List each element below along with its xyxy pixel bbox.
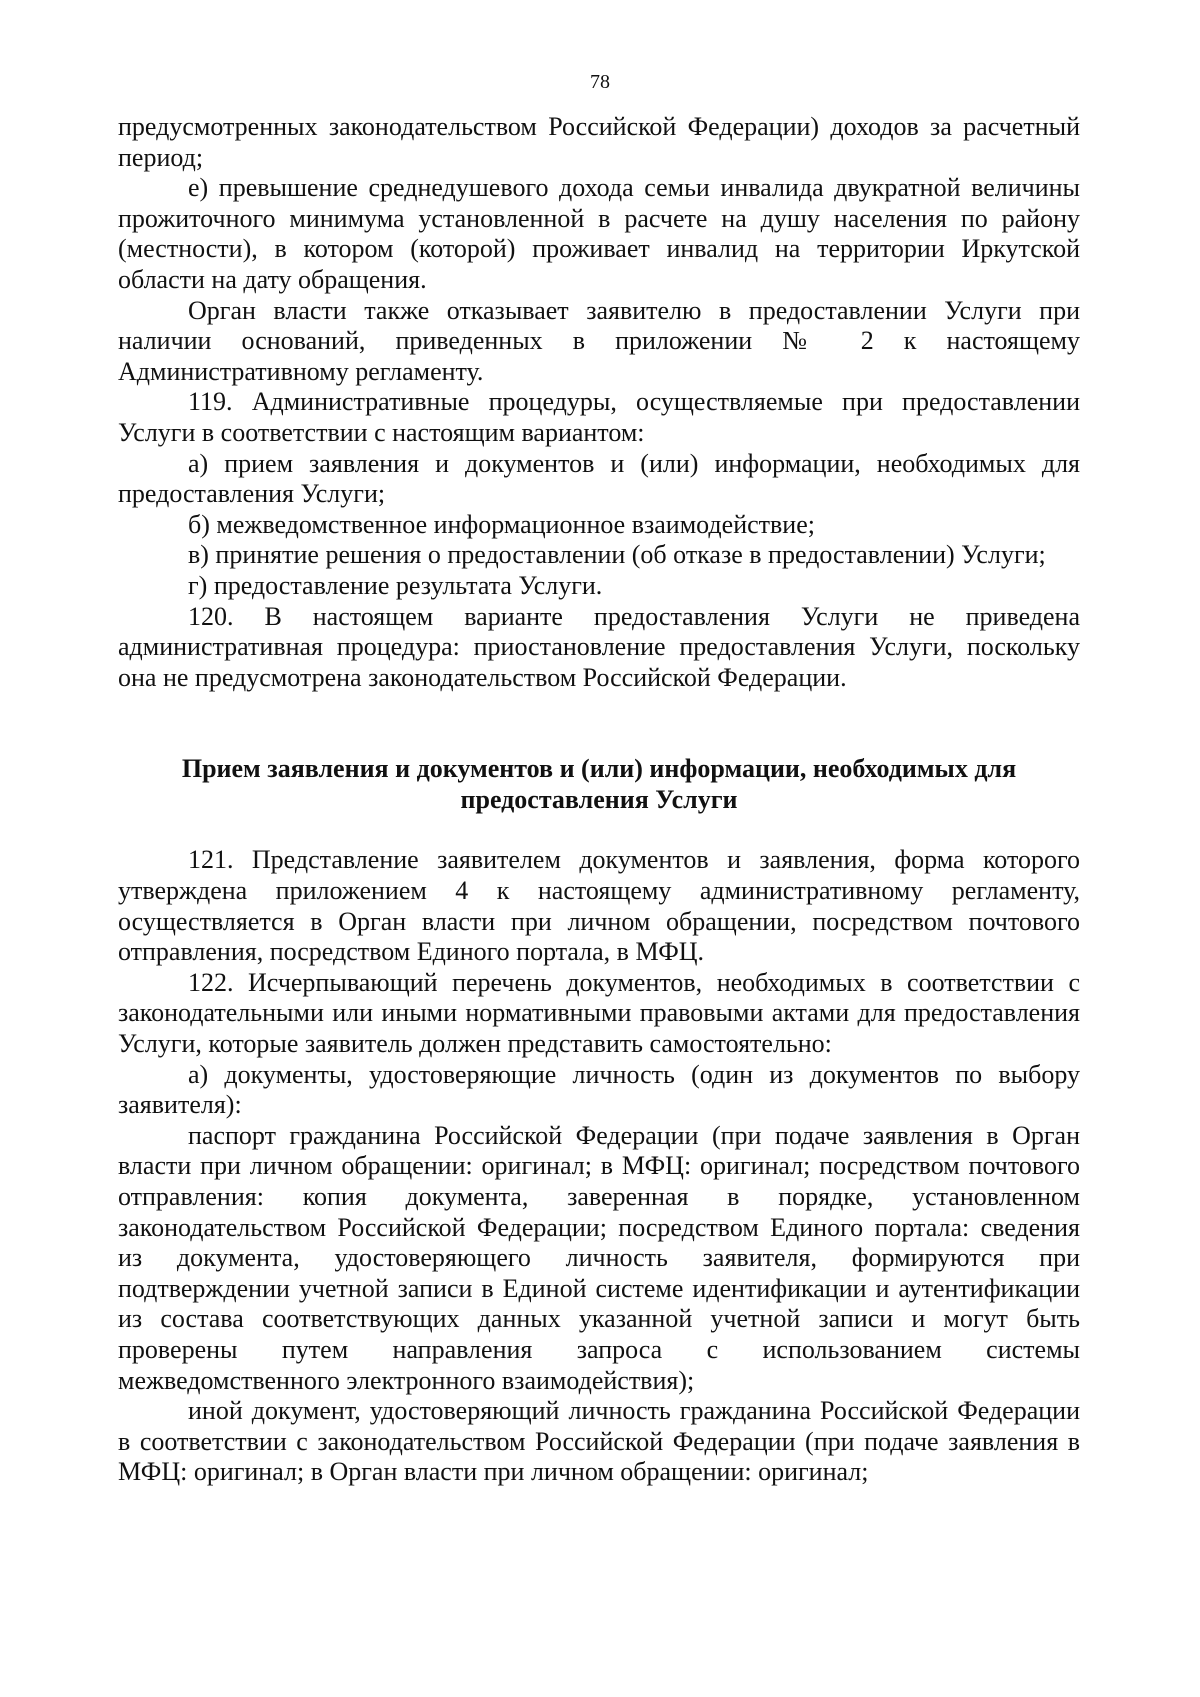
paragraphs-before [118,112,1080,693]
paragraph: 120. В настоящем варианте предоставления Услуги не приведена административная процедура: приостановление предоставления Услуги, поскольку она не предусмотрена законодательством Российской Федерации. [118,601,1080,692]
paragraph: предусмотренных законодательством Российской Федерации) доходов за расчетный период; [118,112,1080,172]
paragraphs-after [118,845,1080,1487]
section-heading [118,754,1080,815]
paragraph: 119. Административные процедуры, осуществляемые при предоставлении Услуги в соответствии с настоящим вариантом: [118,387,1080,447]
paragraph: г) предоставление результата Услуги. [188,570,603,600]
paragraph: е) превышение среднедушевого дохода семьи инвалида двукратной величины прожиточного минимума установленной в расчете на душу населения по району (местности), в котором (которой) проживает инвалид на территории Иркутской области на дату обращения. [118,173,1080,294]
paragraph: иной документ, удостоверяющий личность гражданина Российской Федерации в соответствии с законодательством Российской Федерации (при подаче заявления в МФЦ: оригинал; в Орган власти при личном обращении: оригинал; [118,1396,1080,1487]
paragraph: в) принятие решения о предоставлении (об отказе в предоставлении) Услуги; [188,540,1046,570]
paragraph: а) документы, удостоверяющие личность (один из документов по выбору заявителя): [118,1059,1080,1120]
document-body [118,112,1080,1488]
section-heading-line-1: Прием заявления и документов и (или) информации, необходимых для [181,754,1017,784]
paragraph: б) межведомственное информационное взаимодействие; [188,509,815,539]
paragraph: 122. Исчерпывающий перечень документов, необходимых в соответствии с законодательными или иными нормативными правовыми актами для предоставления Услуги, которые заявитель должен представить самостоятельно: [118,967,1080,1059]
paragraph: а) прием заявления и документов и (или) информации, необходимых для предоставления Услуги; [118,448,1080,509]
paragraph: паспорт гражданина Российской Федерации (при подаче заявления в Орган власти при личном обращении: оригинал; в МФЦ: оригинал; посредством почтового отправления: копия документа, заверенная в порядке, установленном законодательством Российской Федерации; посредством Единого портала: сведения из документа, удостоверяющего личность заявителя, формируются при подтверждении учетной записи в Единой системе идентификации и аутентификации из состава соответствующих данных указанной учетной записи и могут быть проверены путем направления запроса с использованием системы межведомственного электронного взаимодействия); [118,1120,1080,1395]
page-number: 78 [590,71,610,93]
section-heading-line-2: предоставления Услуги [460,784,738,814]
paragraph: 121. Представление заявителем документов и заявления, форма которого утверждена приложением 4 к настоящему административному регламенту, осуществляется в Орган власти при личном обращении, посредством почтового отправления, посредством Единого портала, в МФЦ. [118,845,1080,967]
paragraph: Орган власти также отказывает заявителю в предоставлении Услуги при наличии оснований, приведенных в приложении № 2 к настоящему Административному регламенту. [118,295,1080,386]
